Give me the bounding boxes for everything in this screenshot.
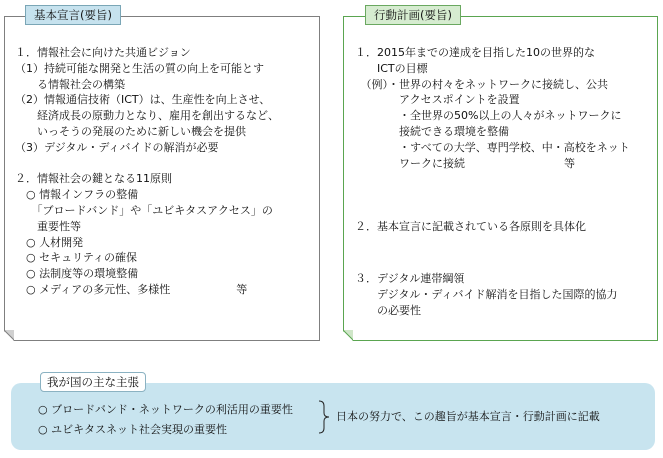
text-line: ○ セキュリティの確保: [15, 251, 137, 265]
text-line: いっそうの発展のために新しい機会を提供: [15, 124, 246, 138]
text-line: 「ブロードバンド」や「ユビキタスアクセス」の: [15, 203, 273, 217]
basic-declaration-title: 基本宣言(要旨): [25, 5, 121, 25]
text-line: の必要性: [355, 303, 421, 317]
claim-broadband: ○ ブロードバンド・ネットワークの利活用の重要性: [38, 403, 293, 416]
text-line: ２．基本宣言に記載されている各原則を具体化: [355, 220, 586, 233]
brace-icon: [318, 400, 330, 434]
text-line: [15, 156, 279, 172]
text-line: ・全世界の50%以上の人々がネットワークに: [355, 109, 622, 123]
text-line: ICTの目標: [355, 61, 428, 75]
text-line: る情報社会の構築: [15, 77, 125, 91]
text-line: 重要性等: [15, 219, 81, 233]
text-line: ○ 人材開発: [15, 235, 84, 249]
action-plan-solidarity: [355, 271, 617, 318]
text-line: デジタル・ディバイド解消を目指した国際的協力: [355, 287, 618, 301]
action-plan-title: 行動計画(要旨): [365, 5, 461, 25]
text-line: ２．情報社会の鍵となる11原則: [15, 172, 172, 186]
text-line: ワークに接続 等: [355, 156, 575, 170]
text-line: （1）持続可能な開発と生活の質の向上を可能とす: [15, 61, 264, 75]
text-line: （例）・世界の村々をネットワークに接続し、公共: [355, 77, 608, 91]
action-plan-principles: [355, 219, 586, 235]
text-line: ・すべての大学、専門学校、中・高校をネット: [355, 140, 630, 154]
basic-declaration-body: [15, 45, 279, 298]
text-line: ３．デジタル連帯綱領: [355, 272, 465, 285]
panel-fold-corner: [343, 330, 353, 340]
claim-ubiquitous: ○ ユビキタスネット社会実現の重要性: [38, 423, 227, 436]
panel-fold-corner: [4, 330, 14, 340]
claim-note: 日本の努力で、この趣旨が基本宣言・行動計画に記載: [336, 410, 600, 423]
text-line: 接続できる環境を整備: [355, 124, 509, 138]
japan-claims-title: 我が国の主な主張: [40, 372, 146, 392]
text-line: （2）情報通信技術（ICT）は、生産性を向上させ、: [15, 93, 271, 107]
text-line: １．情報社会に向けた共通ビジョン: [15, 46, 191, 59]
text-line: ○ 情報インフラの整備: [15, 188, 139, 202]
text-line: １．2015年までの達成を目指した10の世界的な: [355, 46, 595, 59]
text-line: 経済成長の原動力となり、雇用を創出するなど、: [15, 109, 279, 123]
text-line: ○ 法制度等の環境整備: [15, 267, 139, 281]
text-line: ○ メディアの多元性、多様性 等: [15, 282, 248, 296]
text-line: （3）デジタル・ディバイドの解消が必要: [15, 140, 219, 154]
action-plan-goals: [355, 45, 630, 171]
text-line: アクセスポイントを設置: [355, 93, 520, 107]
